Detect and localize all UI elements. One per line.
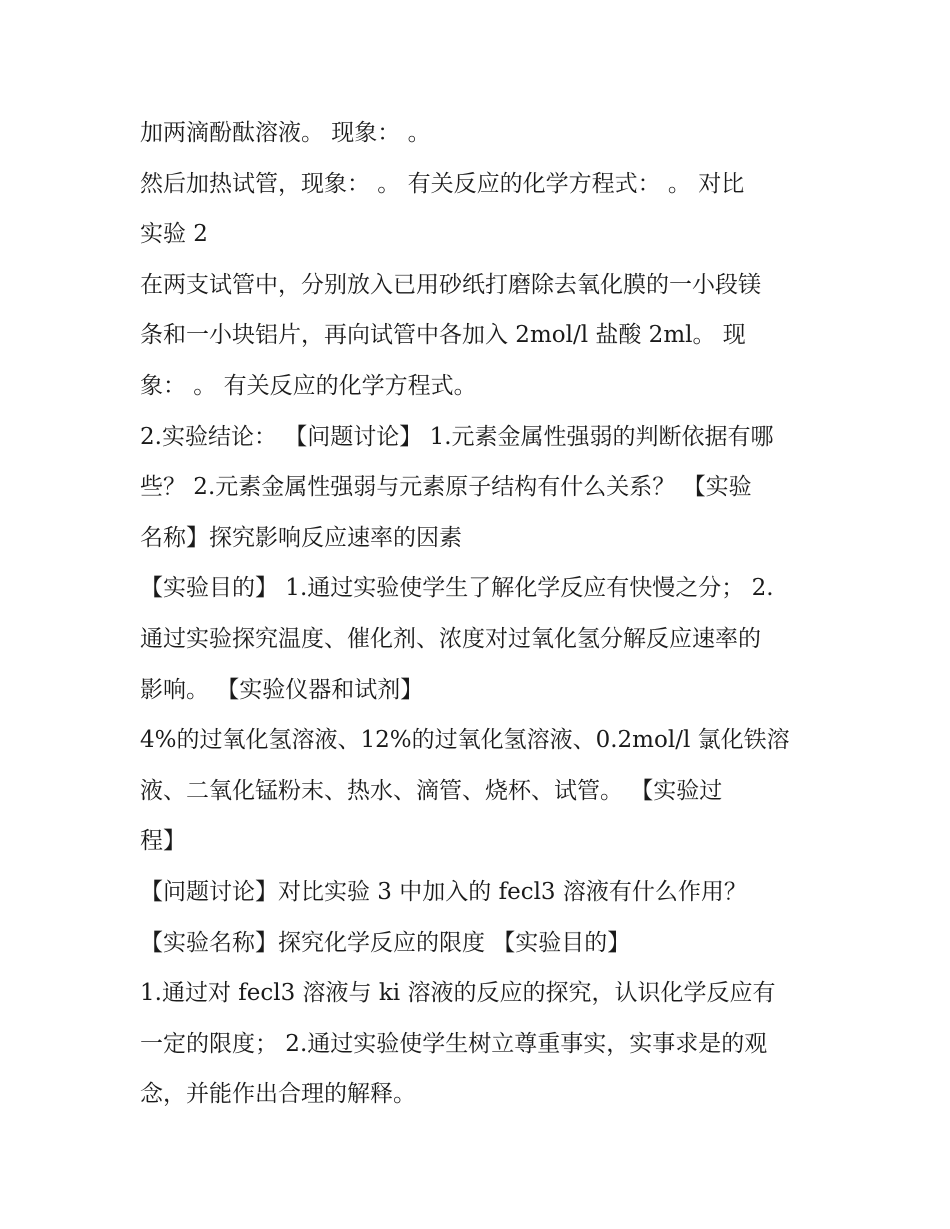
text-line: 实验 2: [140, 221, 208, 248]
document-body: [140, 108, 820, 1120]
text-line: 液、二氧化锰粉末、热水、滴管、烧杯、试管。 【实验过: [140, 777, 723, 804]
text-line: 影响。 【实验仪器和试剂】: [140, 676, 424, 703]
text-line: 念，并能作出合理的解释。: [140, 1081, 416, 1108]
text-line: 【实验名称】探究化学反应的限度 【实验目的】: [140, 929, 631, 956]
text-line: 然后加热试管，现象： 。 有关反应的化学方程式： 。 对比: [140, 170, 745, 197]
text-line: 【实验目的】 1.通过实验使学生了解化学反应有快慢之分； 2.: [140, 575, 774, 602]
text-line: 名称】探究影响反应速率的因素: [140, 524, 462, 551]
text-line: 一定的限度； 2.通过实验使学生树立尊重事实，实事求是的观: [140, 1030, 768, 1057]
text-line: 条和一小块铝片，再向试管中各加入 2mol/l 盐酸 2ml。 现: [140, 322, 746, 349]
text-line: 程】: [140, 828, 186, 855]
text-line: 象： 。 有关反应的化学方程式。: [140, 372, 477, 399]
text-line: 在两支试管中，分别放入已用砂纸打磨除去氧化膜的一小段镁: [140, 271, 761, 298]
text-line: 通过实验探究温度、催化剂、浓度对过氧化氢分解反应速率的: [140, 625, 761, 652]
text-line: 【问题讨论】对比实验 3 中加入的 fecl3 溶液有什么作用？: [140, 878, 747, 905]
text-line: 4%的过氧化氢溶液、12%的过氧化氢溶液、0.2mol/l 氯化铁溶: [140, 727, 790, 754]
text-line: 2.实验结论： 【问题讨论】 1.元素金属性强弱的判断依据有哪: [140, 423, 774, 450]
text-line: 加两滴酚酞溶液。 现象： 。: [140, 120, 431, 146]
text-line: 些？ 2.元素金属性强弱与元素原子结构有什么关系？ 【实验: [140, 474, 752, 501]
text-line: 1.通过对 fecl3 溶液与 ki 溶液的反应的探究，认识化学反应有: [140, 980, 776, 1007]
